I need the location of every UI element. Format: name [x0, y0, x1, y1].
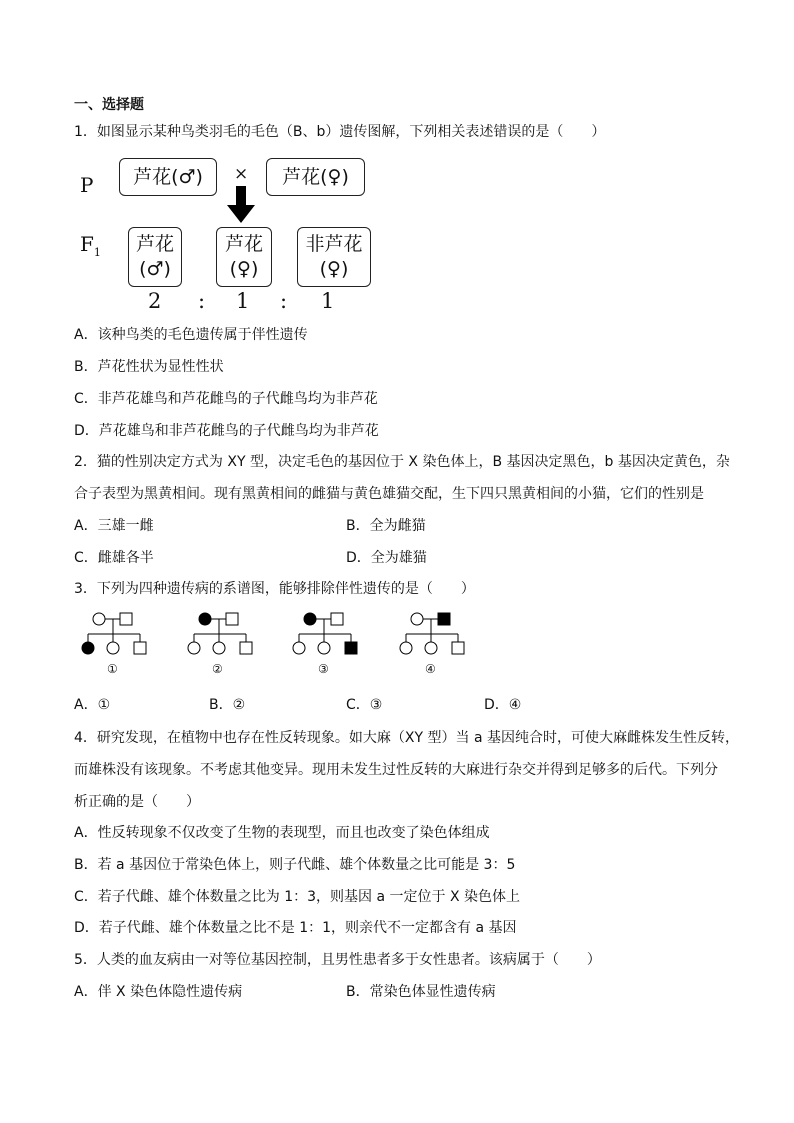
q4-option-c: C．若子代雌、雄个体数量之比为 1：3，则基因 a 一定位于 X 染色体上 — [74, 889, 521, 905]
f1-label: $F_1$ — [80, 232, 101, 259]
q5-option-b: B．常染色体显性遗传病 — [346, 984, 496, 1000]
f1-male-box: 芦花 (♂) — [128, 227, 182, 287]
ratio-colon: : — [198, 289, 206, 313]
parent-female-box: 芦花(♀) — [266, 158, 365, 196]
pedigree-2-label: ② — [212, 662, 223, 676]
p-label: P — [80, 173, 94, 197]
cross-symbol: × — [234, 164, 249, 184]
section-title: 一、选择题 — [74, 97, 144, 113]
ratio-value: 1 — [321, 289, 335, 313]
pedigree-3 — [289, 610, 361, 658]
ratio-value: 1 — [236, 289, 250, 313]
pedigree-4-label: ④ — [425, 662, 436, 676]
f1-nonbarred-female-box: 非芦花 (♀) — [297, 227, 371, 287]
down-arrow-icon — [226, 186, 256, 224]
q4-stem-line2: 而雄株没有该现象。不考虑其他变异。现用未发生过性反转的大麻进行杂交并得到足够多的后代。下列分 — [74, 762, 718, 778]
q1-stem: 1．如图显示某种鸟类羽毛的毛色（B、b）遗传图解，下列相关表述错误的是（ ） — [74, 124, 606, 140]
q3-option-d: D．④ — [484, 697, 522, 713]
parent-male-box: 芦花(♂) — [119, 158, 217, 196]
q1-option-c: C．非芦花雄鸟和芦花雌鸟的子代雌鸟均为非芦花 — [74, 391, 378, 407]
q1-option-a: A．该种鸟类的毛色遗传属于伴性遗传 — [74, 327, 308, 343]
q2-stem-line1: 2．猫的性别决定方式为 XY 型，决定毛色的基因位于 X 染色体上，B 基因决定黑色，b 基因决定黄色，杂 — [74, 454, 730, 470]
q2-option-c: C．雌雄各半 — [74, 550, 154, 566]
pedigree-1-label: ① — [107, 662, 118, 676]
f1-female-box: 芦花 (♀) — [216, 227, 272, 287]
q2-option-b: B．全为雌猫 — [346, 518, 426, 534]
pedigree-3-label: ③ — [318, 662, 329, 676]
pedigree-2 — [184, 610, 256, 658]
q1-option-b: B．芦花性状为显性性状 — [74, 359, 224, 375]
q2-stem-line2: 合子表型为黑黄相间。现有黑黄相间的雌猫与黄色雄猫交配，生下四只黑黄相间的小猫，它们的性别是 — [74, 486, 704, 502]
q3-option-c: C．③ — [346, 697, 383, 713]
ratio-value: 2 — [148, 289, 162, 313]
q2-option-d: D．全为雄猫 — [346, 550, 427, 566]
ratio-colon: : — [280, 289, 288, 313]
q4-option-a: A．性反转现象不仅改变了生物的表现型，而且也改变了染色体组成 — [74, 825, 490, 841]
q4-stem-line3: 析正确的是（ ） — [74, 794, 200, 810]
q1-option-d: D．芦花雄鸟和非芦花雌鸟的子代雌鸟均为非芦花 — [74, 423, 379, 439]
q3-option-b: B．② — [209, 697, 246, 713]
q3-stem: 3．下列为四种遗传病的系谱图，能够排除伴性遗传的是（ ） — [74, 581, 475, 597]
pedigree-4 — [396, 610, 468, 658]
q4-stem-line1: 4．研究发现，在植物中也存在性反转现象。如大麻（XY 型）当 a 基因纯合时，可使大麻雌株发生性反转， — [74, 730, 739, 746]
q3-option-a: A．① — [74, 697, 111, 713]
q4-option-d: D．若子代雌、雄个体数量之比不是 1：1，则亲代不一定都含有 a 基因 — [74, 920, 517, 936]
q5-option-a: A．伴 X 染色体隐性遗传病 — [74, 984, 243, 1000]
q4-option-b: B．若 a 基因位于常染色体上，则子代雌、雄个体数量之比可能是 3：5 — [74, 857, 516, 873]
q5-stem: 5．人类的血友病由一对等位基因控制，且男性患者多于女性患者。该病属于（ ） — [74, 952, 601, 968]
pedigree-1 — [78, 610, 150, 658]
q2-option-a: A．三雄一雌 — [74, 518, 154, 534]
